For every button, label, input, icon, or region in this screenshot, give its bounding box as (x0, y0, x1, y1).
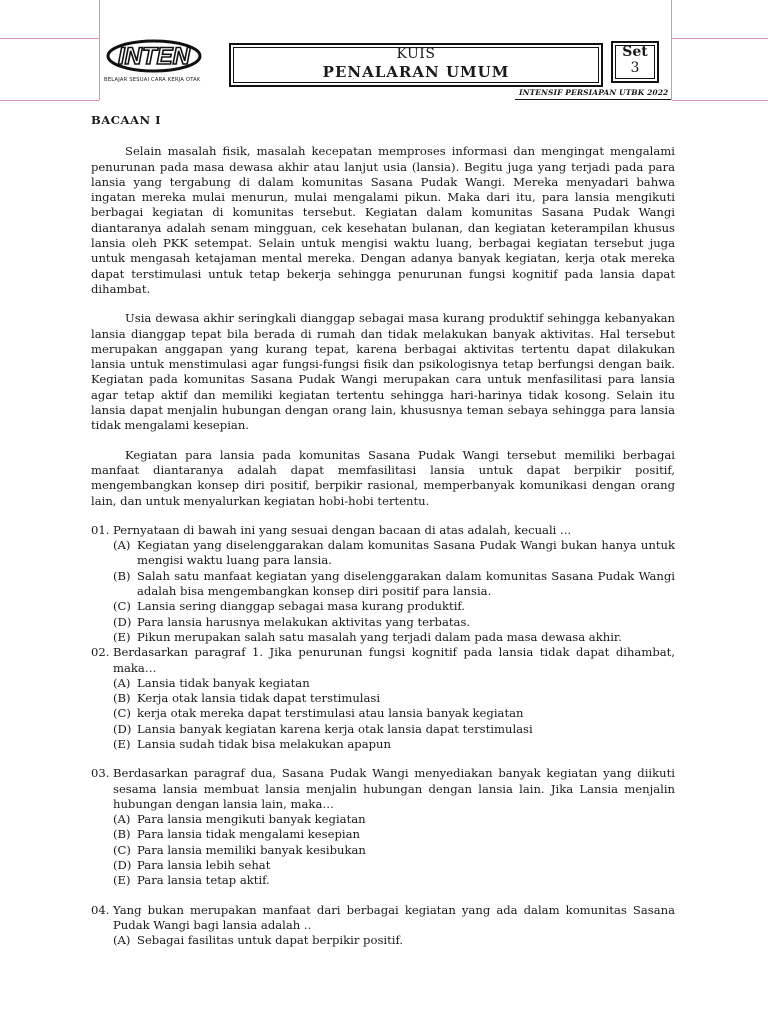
document-body (91, 113, 675, 949)
answer-option[interactable] (113, 630, 675, 645)
option-label: (D) (113, 614, 132, 629)
reading-paragraph: Usia dewasa akhir seringkali dianggap sebagai masa kurang produktif sehingga kebanyakan lansia dianggap tepat bila berada di rumah dan tidak melakukan banyak aktivitas. Hal tersebut merupakan anggapan yang kurang tepat, karena berbagai aktivitas tertentu dapat dilakukan lansia untuk menstimulasi agar fungsi-fungsi fisik dan psikologisnya tetap berfungsi dengan baik. Kegiatan pada komunitas Sasana Pudak Wangi merupakan cara untuk menfasilitasi para lansia agar tetap aktif dan memiliki kegiatan tertentu sehingga hari-harinya tidak kosong. Selain itu lansia dapat menjalin hubungan dengan orang lain, khususnya teman sebaya sehingga para lansia tidak mengalami kesepian. (91, 311, 675, 433)
question (91, 645, 675, 752)
option-text: Para lansia lebih sehat (137, 858, 271, 873)
option-label: (E) (113, 736, 131, 751)
question (91, 903, 675, 949)
option-label: (B) (113, 827, 131, 842)
option-text: Para lansia mengikuti banyak kegiatan (137, 812, 366, 827)
program-subtitle: INTENSIF PERSIAPAN UTBK 2022 (519, 88, 669, 97)
margin-guide (0, 38, 99, 39)
question-text: Pernyataan di bawah ini yang sesuai dengan bacaan di atas adalah, kecuali ... (113, 522, 572, 537)
answer-option[interactable] (113, 737, 675, 752)
reading-paragraph: Kegiatan para lansia pada komunitas Sasana Pudak Wangi tersebut memiliki berbagai manfaat diantaranya adalah dapat memfasilitasi lansia untuk dapat berpikir positif, mengembangkan konsep diri positif, berpikir rasional, memperbanyak komunikasi dengan orang lain, dan untuk menyalurkan kegiatan hobi-hobi tertentu. (91, 447, 675, 508)
answer-option[interactable] (113, 858, 675, 873)
option-text: Lansia tidak banyak kegiatan (137, 675, 310, 690)
option-label: (A) (113, 933, 131, 948)
option-label: (C) (113, 842, 131, 857)
option-text: Kegiatan yang diselenggarakan dalam komunitas Sasana Pudak Wangi bukan hanya untuk mengisi waktu luang para lansia. (137, 538, 675, 568)
quiz-title: KUIS (396, 46, 436, 62)
set-box (611, 41, 659, 83)
question-number: 03. (91, 766, 110, 781)
option-text: Lansia banyak kegiatan karena kerja otak lansia dapat terstimulasi (137, 721, 533, 736)
set-label: Set (622, 44, 648, 60)
answer-option[interactable] (113, 599, 675, 614)
margin-guide (672, 100, 768, 101)
answer-option[interactable] (113, 538, 675, 569)
option-label: (A) (113, 675, 131, 690)
margin-guide (0, 100, 99, 101)
subtitle-underline (515, 99, 671, 100)
logo-text: INTEN (118, 43, 190, 70)
question-number: 04. (91, 902, 110, 917)
question (91, 766, 675, 888)
option-text: Para lansia tidak mengalami kesepian (137, 827, 360, 842)
option-label: (B) (113, 691, 131, 706)
question-number: 02. (91, 645, 110, 660)
question-text: Berdasarkan paragraf 1. Jika penurunan fungsi kognitif pada lansia tidak dapat dihambat, maka… (113, 645, 675, 675)
reading-paragraph: Selain masalah fisik, masalah kecepatan memproses informasi dan mengingat mengalami penurunan pada masa dewasa akhir atau lanjut usia (lansia). Begitu juga yang terjadi pada para lansia yang tergabung di dalam komunitas Sasana Pudak Wangi. Mereka menyadari bahwa ingatan mereka mulai menurun, mulai mengalami pikun. Maka dari itu, para lansia mengikuti berbagai kegiatan di komunitas tersebut. Kegiatan dalam komunitas Sasana Pudak Wangi diantaranya adalah senam mingguan, cek kesehatan bulanan, dan kegiatan keterampilan khusus lansia oleh PKK setempat. Selain untuk mengisi waktu luang, berbagai kegiatan tersebut juga untuk mengasah ketajaman mental mereka. Dengan adanya banyak kegiatan, kerja otak mereka dapat terstimulasi untuk tetap bekerja sehingga penurunan fungsi kognitif pada lansia dapat dihambat. (91, 144, 675, 296)
question (91, 523, 675, 645)
option-label: (A) (113, 812, 131, 827)
option-label: (C) (113, 706, 131, 721)
answer-option[interactable] (113, 722, 675, 737)
answer-option[interactable] (113, 691, 675, 706)
option-text: Para lansia memiliki banyak kesibukan (137, 842, 366, 857)
option-text: kerja otak mereka dapat terstimulasi atau lansia banyak kegiatan (137, 706, 524, 721)
option-text: Para lansia tetap aktif. (137, 873, 270, 888)
question-text: Yang bukan merupakan manfaat dari berbagai kegiatan yang ada dalam komunitas Sasana Pudak Wangi bagi lansia adalah .. (113, 902, 675, 932)
option-text: Kerja otak lansia tidak dapat terstimulasi (137, 691, 381, 706)
option-label: (D) (113, 858, 132, 873)
answer-option[interactable] (113, 676, 675, 691)
answer-option[interactable] (113, 812, 675, 827)
answer-option[interactable] (113, 615, 675, 630)
answer-option[interactable] (113, 706, 675, 721)
option-label: (D) (113, 721, 132, 736)
answer-option[interactable] (113, 843, 675, 858)
title-box (229, 43, 603, 87)
answer-option[interactable] (113, 933, 675, 948)
question-text: Berdasarkan paragraf dua, Sasana Pudak Wangi menyediakan banyak kegiatan yang diikuti sesama lansia membuat lansia menjalin hubungan dengan lansia lain. Jika Lansia menjalin hubungan dengan lansia lain, maka… (113, 766, 675, 811)
question-number: 01. (91, 522, 110, 537)
margin-guide (672, 38, 768, 39)
option-text: Para lansia harusnya melakukan aktivitas yang terbatas. (137, 614, 471, 629)
option-text: Lansia sudah tidak bisa melakukan apapun (137, 736, 391, 751)
answer-option[interactable] (113, 569, 675, 600)
reading-heading: BACAAN I (91, 113, 162, 127)
option-label: (A) (113, 538, 131, 553)
option-label: (E) (113, 873, 131, 888)
logo-tagline: BELAJAR SESUAI CARA KERJA OTAK (104, 77, 201, 83)
set-number: 3 (630, 60, 640, 76)
option-text: Pikun merupakan salah satu masalah yang terjadi dalam pada masa dewasa akhir. (137, 629, 622, 644)
option-text: Lansia sering dianggap sebagai masa kurang produktif. (137, 599, 465, 614)
option-text: Sebagai fasilitas untuk dapat berpikir positif. (137, 933, 404, 948)
answer-option[interactable] (113, 873, 675, 888)
option-label: (E) (113, 629, 131, 644)
option-label: (C) (113, 599, 131, 614)
option-label: (B) (113, 568, 131, 583)
quiz-subject: PENALARAN UMUM (322, 63, 510, 81)
margin-guide (671, 0, 672, 100)
option-text: Salah satu manfaat kegiatan yang diselenggarakan dalam komunitas Sasana Pudak Wangi adalah bisa mengembangkan konsep diri positif para lansia. (137, 568, 675, 599)
margin-guide (99, 0, 100, 100)
answer-option[interactable] (113, 827, 675, 842)
